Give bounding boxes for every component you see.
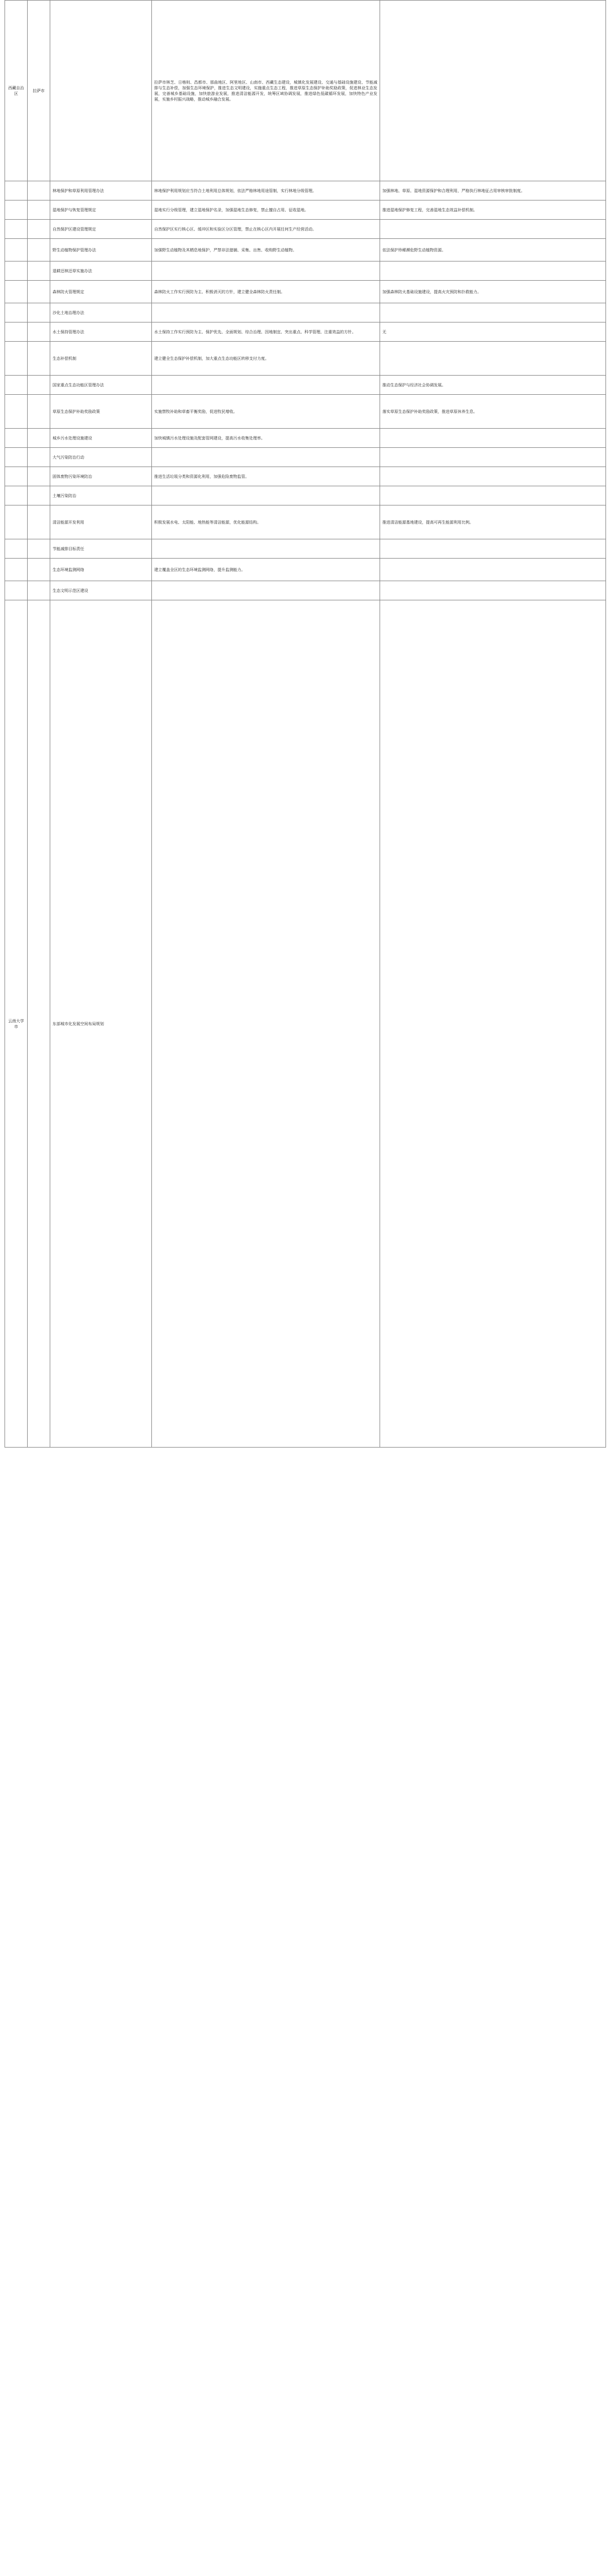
topic-cell: 林地保护和草原利用管理办法 <box>50 181 152 200</box>
topic-cell: 固体废物污染环境防治 <box>50 467 152 486</box>
detail-cell <box>380 486 606 505</box>
policy-table <box>5 0 606 1448</box>
province-cell <box>5 220 28 239</box>
province-cell <box>5 239 28 261</box>
city-cell <box>28 261 50 281</box>
policy-cell <box>152 303 380 322</box>
detail-cell <box>380 261 606 281</box>
province-cell <box>5 261 28 281</box>
detail-cell: 落实草原生态保护补助奖励政策，推进草原休养生息。 <box>380 395 606 429</box>
topic-cell: 城乡污水处理设施建设 <box>50 429 152 448</box>
table-row <box>5 200 606 220</box>
policy-cell: 加强野生动植物及其栖息地保护，严禁非法猎捕、采集、出售、收购野生动植物。 <box>152 239 380 261</box>
topic-cell: 生态文明示范区建设 <box>50 581 152 600</box>
topic-cell: 森林防火管理规定 <box>50 281 152 303</box>
detail-cell: 推动生态保护与经济社会协调发展。 <box>380 376 606 395</box>
policy-cell: 拉萨市林芝、日喀则、昌都市、那曲地区、阿里地区、山南市、西藏生态建设，城镇化发展建设、交通与基础设施建设、节能减排与生态补偿，加强生态环境保护，推进生态文明建设，实施重点生态工程，推进草原生态保护补助奖励政策，促进林业生态发展，完善城乡基础设施，加快旅游业发展，推进清洁能源开发，统筹区域协调发展，推进绿色低碳循环发展，加快特色产业发展，实施乡村振兴战略，推动城乡融合发展。 <box>152 1 380 181</box>
policy-cell: 加快城镇污水处理设施及配套管网建设，提高污水收集处理率。 <box>152 429 380 448</box>
policy-cell: 林地保护利用规划应当符合土地利用总体规划，依法严格林地用途管制，实行林地分级管理。 <box>152 181 380 200</box>
topic-cell: 湿地保护与恢复管理规定 <box>50 200 152 220</box>
topic-cell: 东部城市化发展空间布局规划 <box>50 600 152 1448</box>
city-cell <box>28 505 50 539</box>
policy-cell <box>152 376 380 395</box>
province-cell <box>5 395 28 429</box>
city-cell <box>28 342 50 376</box>
policy-cell: 森林防火工作实行预防为主、积极消灭的方针，建立健全森林防火责任制。 <box>152 281 380 303</box>
city-cell <box>28 220 50 239</box>
province-cell <box>5 342 28 376</box>
policy-cell: 积极发展水电、太阳能、地热能等清洁能源，优化能源结构。 <box>152 505 380 539</box>
policy-cell: 湿地实行分级管理，建立湿地保护名录，加强湿地生态修复，禁止擅自占用、征收湿地。 <box>152 200 380 220</box>
city-cell <box>28 395 50 429</box>
province-cell <box>5 200 28 220</box>
topic-cell: 退耕还林还草实施办法 <box>50 261 152 281</box>
detail-cell <box>380 429 606 448</box>
policy-cell: 水土保持工作实行预防为主、保护优先、全面规划、综合治理、因地制宜、突出重点、科学管理、注重效益的方针。 <box>152 322 380 342</box>
detail-cell <box>380 559 606 581</box>
detail-cell <box>380 303 606 322</box>
province-cell <box>5 181 28 200</box>
policy-table-body <box>5 1 606 1448</box>
province-cell <box>5 376 28 395</box>
policy-cell <box>152 600 380 1448</box>
city-cell <box>28 539 50 559</box>
city-cell: 拉萨市 <box>28 1 50 181</box>
table-row <box>5 486 606 505</box>
detail-cell: 推进湿地保护修复工程，完善湿地生态效益补偿机制。 <box>380 200 606 220</box>
table-row <box>5 342 606 376</box>
city-cell <box>28 467 50 486</box>
table-row <box>5 261 606 281</box>
detail-cell <box>380 448 606 467</box>
province-cell <box>5 559 28 581</box>
table-row <box>5 505 606 539</box>
table-row <box>5 220 606 239</box>
table-row <box>5 281 606 303</box>
province-cell <box>5 505 28 539</box>
province-cell <box>5 303 28 322</box>
policy-cell: 自然保护区实行核心区、缓冲区和实验区分区管理，禁止在核心区内开展任何生产经营活动。 <box>152 220 380 239</box>
topic-cell <box>50 1 152 181</box>
policy-cell <box>152 261 380 281</box>
detail-cell <box>380 581 606 600</box>
city-cell <box>28 281 50 303</box>
topic-cell: 生态补偿机制 <box>50 342 152 376</box>
province-cell <box>5 539 28 559</box>
detail-cell <box>380 467 606 486</box>
table-row <box>5 600 606 1448</box>
policy-cell: 推进生活垃圾分类和资源化利用，加强危险废物监管。 <box>152 467 380 486</box>
topic-cell: 水土保持管理办法 <box>50 322 152 342</box>
topic-cell: 节能减排目标责任 <box>50 539 152 559</box>
topic-cell: 大气污染防治行动 <box>50 448 152 467</box>
province-cell <box>5 486 28 505</box>
detail-cell <box>380 1 606 181</box>
detail-cell <box>380 600 606 1448</box>
table-row <box>5 395 606 429</box>
topic-cell: 土壤污染防治 <box>50 486 152 505</box>
table-row <box>5 376 606 395</box>
table-row <box>5 239 606 261</box>
province-cell <box>5 322 28 342</box>
topic-cell: 野生动植物保护管理办法 <box>50 239 152 261</box>
table-row <box>5 448 606 467</box>
province-cell: 云南大学市 <box>5 600 28 1448</box>
table-row <box>5 322 606 342</box>
city-cell <box>28 376 50 395</box>
table-row <box>5 303 606 322</box>
table-row <box>5 181 606 200</box>
city-cell <box>28 200 50 220</box>
province-cell <box>5 429 28 448</box>
city-cell <box>28 429 50 448</box>
detail-cell: 无 <box>380 322 606 342</box>
detail-cell <box>380 342 606 376</box>
city-cell <box>28 600 50 1448</box>
policy-cell: 建立覆盖全区的生态环境监测网络，提升监测能力。 <box>152 559 380 581</box>
province-cell <box>5 281 28 303</box>
detail-cell: 依法保护珍稀濒危野生动植物资源。 <box>380 239 606 261</box>
city-cell <box>28 448 50 467</box>
policy-cell <box>152 486 380 505</box>
topic-cell: 草原生态保护补助奖励政策 <box>50 395 152 429</box>
city-cell <box>28 322 50 342</box>
table-row <box>5 1 606 181</box>
topic-cell: 国家重点生态功能区管理办法 <box>50 376 152 395</box>
detail-cell <box>380 539 606 559</box>
detail-cell: 加强林地、草原、湿地资源保护和合理利用，严格执行林地征占用审核审批制度。 <box>380 181 606 200</box>
detail-cell <box>380 220 606 239</box>
city-cell <box>28 303 50 322</box>
city-cell <box>28 239 50 261</box>
policy-cell: 实施禁牧补助和草畜平衡奖励，促进牧民增收。 <box>152 395 380 429</box>
topic-cell: 自然保护区建设管理规定 <box>50 220 152 239</box>
city-cell <box>28 559 50 581</box>
topic-cell: 生态环境监测网络 <box>50 559 152 581</box>
province-cell: 西藏自治区 <box>5 1 28 181</box>
table-row <box>5 467 606 486</box>
city-cell <box>28 581 50 600</box>
province-cell <box>5 448 28 467</box>
table-row <box>5 539 606 559</box>
topic-cell: 沙化土地治理办法 <box>50 303 152 322</box>
policy-cell <box>152 448 380 467</box>
province-cell <box>5 467 28 486</box>
table-row <box>5 429 606 448</box>
topic-cell: 清洁能源开发利用 <box>50 505 152 539</box>
detail-cell: 加强森林防火基础设施建设，提高火灾预防和扑救能力。 <box>380 281 606 303</box>
table-row <box>5 581 606 600</box>
province-cell <box>5 581 28 600</box>
policy-cell: 建立健全生态保护补偿机制，加大重点生态功能区转移支付力度。 <box>152 342 380 376</box>
detail-cell: 推进清洁能源基地建设，提高可再生能源利用比例。 <box>380 505 606 539</box>
city-cell <box>28 181 50 200</box>
policy-cell <box>152 539 380 559</box>
table-row <box>5 559 606 581</box>
policy-cell <box>152 581 380 600</box>
city-cell <box>28 486 50 505</box>
